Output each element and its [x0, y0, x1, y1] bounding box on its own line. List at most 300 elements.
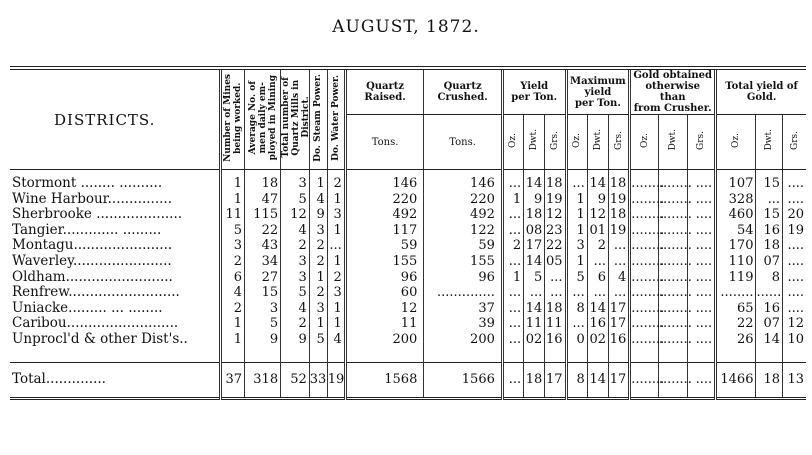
cell-men: 34 — [245, 254, 281, 270]
cell-raised: 200 — [345, 332, 424, 348]
yield-oz-header: Oz. — [502, 115, 523, 170]
table-row — [10, 301, 806, 317]
table-row — [10, 285, 806, 301]
cell-raised: 492 — [345, 207, 424, 223]
cell-mills: 3 — [281, 170, 310, 192]
table-row — [10, 170, 806, 192]
cell-o-dwt: ........ — [658, 207, 692, 223]
cell-mines: 1 — [220, 332, 244, 348]
cell-y-grs: 05 — [545, 254, 566, 270]
cell-m-oz: ... — [566, 316, 587, 332]
cell-y-oz: ... — [502, 362, 523, 398]
cell-t-grs: .... — [783, 285, 806, 301]
cell-steam: 33 — [309, 362, 327, 398]
cell-men: 115 — [245, 207, 281, 223]
cell-crushed: 220 — [424, 192, 503, 208]
cell-m-dwt: 14 — [587, 301, 608, 317]
yield-dwt-header: Dwt. — [524, 115, 545, 170]
cell-y-grs: ... — [545, 270, 566, 286]
total-yield-header: Total yield of Gold. — [716, 68, 806, 115]
spacer-cell — [630, 348, 659, 363]
cell-t-dwt: 07 — [756, 316, 783, 332]
cell-mines: 6 — [220, 270, 244, 286]
cell-t-grs: .... — [783, 192, 806, 208]
cell-mills: 3 — [281, 254, 310, 270]
cell-o-dwt: ........ — [658, 222, 692, 238]
cell-m-oz: 1 — [566, 254, 587, 270]
other-dwt-header: Dwt. — [658, 115, 687, 170]
cell-t-grs: .... — [783, 270, 806, 286]
cell-o-grs: .... — [687, 207, 716, 223]
cell-o-dwt: ........ — [658, 253, 692, 269]
cell-crushed: .............. — [424, 285, 503, 301]
steam-header: Do. Steam Power. — [309, 68, 327, 170]
cell-t-dwt: 18 — [756, 238, 783, 254]
cell-t-oz: 460 — [716, 207, 756, 223]
cell-men: 3 — [245, 301, 281, 317]
cell-t-oz: 26 — [716, 332, 756, 348]
cell-mines: 1 — [220, 192, 244, 208]
cell-t-dwt: 18 — [756, 362, 783, 398]
cell-raised: 1568 — [345, 362, 424, 398]
cell-water: 4 — [327, 332, 345, 348]
cell-name: Stormont ........ .......... — [12, 175, 163, 191]
cell-m-grs: ... — [609, 238, 630, 254]
cell-o-oz: ........ — [631, 331, 665, 347]
cell-o-dwt: ........ — [658, 316, 692, 332]
cell-steam: 1 — [309, 316, 327, 332]
spacer-cell — [524, 348, 545, 363]
cell-o-grs: .... — [687, 332, 716, 348]
cell-steam: 2 — [309, 254, 327, 270]
spacer-cell — [281, 348, 310, 363]
cell-o-grs: .... — [687, 170, 716, 192]
cell-o-oz: ........ — [631, 285, 665, 301]
spacer-cell — [327, 348, 345, 363]
cell-crushed: 39 — [424, 316, 503, 332]
cell-raised: 146 — [345, 170, 424, 192]
cell-raised: 220 — [345, 192, 424, 208]
men-header: Average No. of men daily em- ployed in Mining — [245, 68, 281, 170]
spacer-cell — [10, 348, 220, 363]
cell-steam: 5 — [309, 332, 327, 348]
spacer-cell — [609, 348, 630, 363]
cell-o-oz: ........ — [631, 269, 665, 285]
cell-y-grs: 16 — [545, 332, 566, 348]
cell-o-dwt: ........ — [658, 331, 692, 347]
cell-mills: 52 — [281, 362, 310, 398]
cell-o-grs: .... — [687, 238, 716, 254]
cell-crushed: 122 — [424, 223, 503, 239]
cell-men: 47 — [245, 192, 281, 208]
cell-m-grs: 19 — [609, 192, 630, 208]
cell-y-dwt: 14 — [524, 301, 545, 317]
cell-water: 1 — [327, 192, 345, 208]
cell-t-oz: 328 — [716, 192, 756, 208]
mines-header: Number of Mines being worked. — [220, 68, 244, 170]
spacer-cell — [245, 348, 281, 363]
cell-t-grs: 20 — [783, 207, 806, 223]
cell-o-grs: .... — [687, 254, 716, 270]
cell-water: 1 — [327, 301, 345, 317]
cell-t-oz: 170 — [716, 238, 756, 254]
cell-m-dwt: ... — [587, 254, 608, 270]
cell-o-grs: .... — [687, 270, 716, 286]
cell-y-oz: 2 — [502, 238, 523, 254]
cell-water: 2 — [327, 170, 345, 192]
table-row — [10, 332, 806, 348]
cell-mines: 5 — [220, 223, 244, 239]
cell-o-oz: ........ — [631, 253, 665, 269]
cell-mines: 37 — [220, 362, 244, 398]
cell-t-dwt: ...... — [756, 285, 782, 301]
spacer-cell — [424, 348, 503, 363]
cell-t-dwt: 14 — [756, 332, 783, 348]
cell-crushed: 200 — [424, 332, 503, 348]
cell-t-grs: 13 — [783, 362, 806, 398]
cell-o-dwt: ........ — [658, 285, 692, 301]
cell-m-oz: 0 — [566, 332, 587, 348]
cell-t-oz: 54 — [716, 223, 756, 239]
cell-o-oz: ........ — [631, 222, 665, 238]
spacer-cell — [220, 348, 244, 363]
cell-water: 3 — [327, 285, 345, 301]
cell-y-dwt: 18 — [524, 362, 545, 398]
cell-water: 19 — [327, 362, 345, 398]
cell-t-grs: 10 — [783, 332, 806, 348]
cell-men: 9 — [245, 332, 281, 348]
cell-o-grs: .... — [687, 316, 716, 332]
cell-water: ... — [327, 238, 345, 254]
cell-steam: 1 — [309, 270, 327, 286]
cell-water: 1 — [327, 223, 345, 239]
cell-t-grs: .... — [783, 301, 806, 317]
cell-o-oz: ........ — [631, 238, 665, 254]
cell-water: 3 — [327, 207, 345, 223]
cell-t-dwt: 16 — [756, 301, 783, 317]
cell-water: 1 — [327, 316, 345, 332]
cell-crushed: 492 — [424, 207, 503, 223]
cell-mines: 1 — [220, 170, 244, 192]
table-row — [10, 238, 806, 254]
spacer-cell — [309, 348, 327, 363]
cell-y-oz: ... — [502, 301, 523, 317]
cell-water: 2 — [327, 270, 345, 286]
other-grs-header: Grs. — [687, 115, 716, 170]
cell-m-oz: 1 — [566, 207, 587, 223]
cell-t-oz: 1466 — [716, 362, 756, 398]
cell-raised: 12 — [345, 301, 424, 317]
cell-y-grs: ... — [545, 285, 566, 301]
cell-mines: 3 — [220, 238, 244, 254]
cell-mines: 2 — [220, 301, 244, 317]
cell-y-dwt: 02 — [524, 332, 545, 348]
spacer-cell — [783, 348, 806, 363]
cell-o-grs: .... — [687, 285, 716, 301]
cell-crushed: 155 — [424, 254, 503, 270]
table-row — [10, 223, 806, 239]
spacer-cell — [756, 348, 783, 363]
cell-men: 15 — [245, 285, 281, 301]
cell-m-dwt: 02 — [587, 332, 608, 348]
max-grs-header: Grs. — [609, 115, 630, 170]
cell-y-dwt: 5 — [524, 270, 545, 286]
cell-t-dwt: ... — [756, 192, 783, 208]
cell-y-grs: 23 — [545, 223, 566, 239]
cell-m-oz: 8 — [566, 362, 587, 398]
cell-t-grs: .... — [783, 254, 806, 270]
cell-o-dwt: ........ — [658, 300, 692, 316]
cell-water: 1 — [327, 254, 345, 270]
cell-o-grs: .... — [687, 362, 716, 398]
cell-name: Sherbrooke .................... — [12, 206, 183, 223]
cell-mills: 2 — [281, 238, 310, 254]
cell-o-grs: .... — [687, 192, 716, 208]
cell-name: Waverley....................... — [12, 252, 172, 269]
cell-mills: 3 — [281, 270, 310, 286]
cell-crushed: 37 — [424, 301, 503, 317]
cell-y-oz: 1 — [502, 270, 523, 286]
cell-men: 27 — [245, 270, 281, 286]
cell-name: Caribou.......................... — [12, 315, 179, 332]
spacer-cell — [566, 348, 587, 363]
cell-y-dwt: 11 — [524, 316, 545, 332]
cell-o-dwt: ........ — [658, 191, 692, 207]
cell-m-dwt: 12 — [587, 207, 608, 223]
cell-t-dwt: 07 — [756, 254, 783, 270]
spacer-cell — [545, 348, 566, 363]
cell-mills: 4 — [281, 301, 310, 317]
cell-t-oz: 65 — [716, 301, 756, 317]
cell-y-grs: 11 — [545, 316, 566, 332]
cell-mills: 9 — [281, 332, 310, 348]
cell-steam: 2 — [309, 238, 327, 254]
cell-men: 5 — [245, 316, 281, 332]
table-body — [10, 170, 806, 399]
cell-o-oz: ........ — [630, 170, 659, 192]
cell-y-oz: ... — [502, 254, 523, 270]
cell-m-grs: 4 — [609, 270, 630, 286]
cell-crushed: 96 — [424, 270, 503, 286]
cell-m-dwt: ... — [587, 285, 608, 301]
crushed-header: Quartz Crushed. — [424, 68, 503, 115]
mills-header: Total number of Quartz Mills in District. — [281, 68, 310, 170]
cell-o-dwt: ........ — [658, 238, 692, 254]
cell-o-oz: ........ — [631, 300, 665, 316]
page-title: AUGUST, 1872. — [332, 17, 480, 37]
cell-t-oz: 110 — [716, 254, 756, 270]
cell-men: 43 — [245, 238, 281, 254]
cell-y-dwt: ... — [524, 285, 545, 301]
cell-y-dwt: 14 — [524, 254, 545, 270]
cell-raised: 59 — [345, 238, 424, 254]
cell-o-dwt: ........ — [658, 269, 692, 285]
cell-m-grs: ... — [609, 285, 630, 301]
cell-o-oz: ........ — [631, 191, 665, 207]
cell-mills: 5 — [281, 285, 310, 301]
cell-o-dwt: ........ — [658, 170, 687, 192]
cell-m-grs: 19 — [609, 223, 630, 239]
cell-y-oz: ... — [502, 285, 523, 301]
cell-m-oz: 8 — [566, 301, 587, 317]
cell-m-grs: 17 — [609, 362, 630, 398]
cell-t-grs: .... — [783, 238, 806, 254]
cell-m-oz: ... — [566, 285, 587, 301]
cell-mines: 2 — [220, 254, 244, 270]
table-row — [10, 192, 806, 208]
cell-steam: 1 — [309, 170, 327, 192]
cell-steam: 4 — [309, 192, 327, 208]
crushed-unit: Tons. — [424, 115, 503, 170]
spacer-row — [10, 348, 806, 363]
cell-o-grs: .... — [687, 223, 716, 239]
cell-m-grs: 16 — [609, 332, 630, 348]
cell-t-oz: 22 — [716, 316, 756, 332]
yield-grs-header: Grs. — [545, 115, 566, 170]
cell-m-oz: 1 — [566, 192, 587, 208]
cell-m-oz: 1 — [566, 223, 587, 239]
cell-raised: 60 — [345, 285, 424, 301]
cell-mines: 11 — [220, 207, 244, 223]
districts-header: DISTRICTS. — [10, 68, 220, 170]
cell-crushed: 59 — [424, 238, 503, 254]
cell-m-dwt: 14 — [587, 170, 608, 192]
cell-m-dwt: 2 — [587, 238, 608, 254]
cell-m-oz: ... — [566, 170, 587, 192]
yield-header: Yield per Ton. — [502, 68, 566, 115]
cell-y-oz: ... — [502, 223, 523, 239]
gold-returns-table — [10, 66, 806, 400]
max-dwt-header: Dwt. — [587, 115, 608, 170]
cell-name: Oldham......................... — [12, 268, 173, 285]
cell-steam: 3 — [309, 301, 327, 317]
cell-y-oz: ... — [502, 170, 523, 192]
cell-mills: 4 — [281, 223, 310, 239]
cell-y-oz: ... — [502, 316, 523, 332]
cell-y-grs: 18 — [545, 301, 566, 317]
cell-t-dwt: 15 — [756, 170, 783, 192]
cell-steam: 2 — [309, 285, 327, 301]
cell-t-grs: .... — [783, 170, 806, 192]
cell-y-grs: 22 — [545, 238, 566, 254]
cell-steam: 9 — [309, 207, 327, 223]
cell-mines: 1 — [220, 316, 244, 332]
spacer-cell — [687, 348, 716, 363]
spacer-cell — [716, 348, 756, 363]
cell-y-dwt: 18 — [524, 207, 545, 223]
cell-raised: 11 — [345, 316, 424, 332]
cell-o-grs: .... — [687, 301, 716, 317]
cell-name: Total.............. — [10, 362, 220, 398]
cell-m-grs: 18 — [609, 170, 630, 192]
water-header: Do. Water Power. — [327, 68, 345, 170]
total-dwt-header: Dwt. — [756, 115, 783, 170]
spacer-cell — [587, 348, 608, 363]
cell-y-dwt: 14 — [524, 170, 545, 192]
cell-y-oz: ... — [502, 207, 523, 223]
max-yield-header: Maximum yield per Ton. — [566, 68, 630, 115]
cell-m-grs: 18 — [609, 207, 630, 223]
cell-raised: 155 — [345, 254, 424, 270]
cell-m-oz: 3 — [566, 238, 587, 254]
table-row — [10, 207, 806, 223]
cell-y-grs: 18 — [545, 170, 566, 192]
cell-name: Unprocl'd & other Dist's.. — [12, 330, 188, 347]
total-oz-header: Oz. — [716, 115, 756, 170]
cell-m-dwt: 9 — [587, 192, 608, 208]
cell-m-dwt: 01 — [587, 223, 608, 239]
cell-m-grs: ... — [609, 254, 630, 270]
cell-o-dwt: ........ — [658, 362, 687, 398]
cell-men: 318 — [245, 362, 281, 398]
total-grs-header: Grs. — [783, 115, 806, 170]
cell-name: Wine Harbour............... — [12, 190, 173, 207]
cell-m-dwt: 16 — [587, 316, 608, 332]
cell-y-grs: 12 — [545, 207, 566, 223]
cell-mills: 2 — [281, 316, 310, 332]
raised-unit: Tons. — [345, 115, 424, 170]
table-row — [10, 270, 806, 286]
cell-name: Montagu....................... — [12, 237, 173, 254]
cell-crushed: 1566 — [424, 362, 503, 398]
cell-raised: 117 — [345, 223, 424, 239]
total-row — [10, 362, 806, 398]
cell-o-oz: ........ — [631, 207, 665, 223]
cell-name: Tangier............. ......... — [12, 221, 162, 238]
otherwise-header: Gold obtained otherwise than from Crusher. — [630, 68, 716, 115]
cell-name: Uniacke......... ... ........ — [12, 299, 163, 316]
cell-raised: 96 — [345, 270, 424, 286]
table-header — [10, 68, 806, 170]
table-row — [10, 316, 806, 332]
other-oz-header: Oz. — [630, 115, 659, 170]
cell-men: 22 — [245, 223, 281, 239]
cell-men: 18 — [245, 170, 281, 192]
cell-mills: 5 — [281, 192, 310, 208]
cell-name: Renfrew.......................... — [12, 284, 180, 301]
table-row — [10, 254, 806, 270]
cell-m-grs: 17 — [609, 301, 630, 317]
cell-y-grs: 19 — [545, 192, 566, 208]
cell-m-oz: 5 — [566, 270, 587, 286]
cell-m-dwt: 14 — [587, 362, 608, 398]
cell-t-oz: 107 — [716, 170, 756, 192]
cell-o-oz: ........ — [631, 316, 665, 332]
spacer-cell — [502, 348, 523, 363]
cell-crushed: 146 — [424, 170, 503, 192]
cell-y-dwt: 9 — [524, 192, 545, 208]
cell-t-dwt: 15 — [756, 207, 783, 223]
cell-y-dwt: 17 — [524, 238, 545, 254]
cell-m-grs: 17 — [609, 316, 630, 332]
cell-y-dwt: 08 — [524, 223, 545, 239]
cell-t-grs: 12 — [783, 316, 806, 332]
cell-y-oz: 1 — [502, 192, 523, 208]
cell-y-oz: ... — [502, 332, 523, 348]
cell-y-grs: 17 — [545, 362, 566, 398]
cell-m-dwt: 6 — [587, 270, 608, 286]
cell-o-oz: ........ — [630, 362, 659, 398]
cell-mills: 12 — [281, 207, 310, 223]
spacer-cell — [658, 348, 687, 363]
cell-t-dwt: 16 — [756, 223, 783, 239]
spacer-cell — [345, 348, 424, 363]
cell-t-oz: ........ — [716, 285, 756, 301]
cell-t-grs: 19 — [783, 223, 806, 239]
cell-mines: 4 — [220, 285, 244, 301]
cell-t-dwt: 8 — [756, 270, 783, 286]
raised-header: Quartz Raised. — [345, 68, 424, 115]
